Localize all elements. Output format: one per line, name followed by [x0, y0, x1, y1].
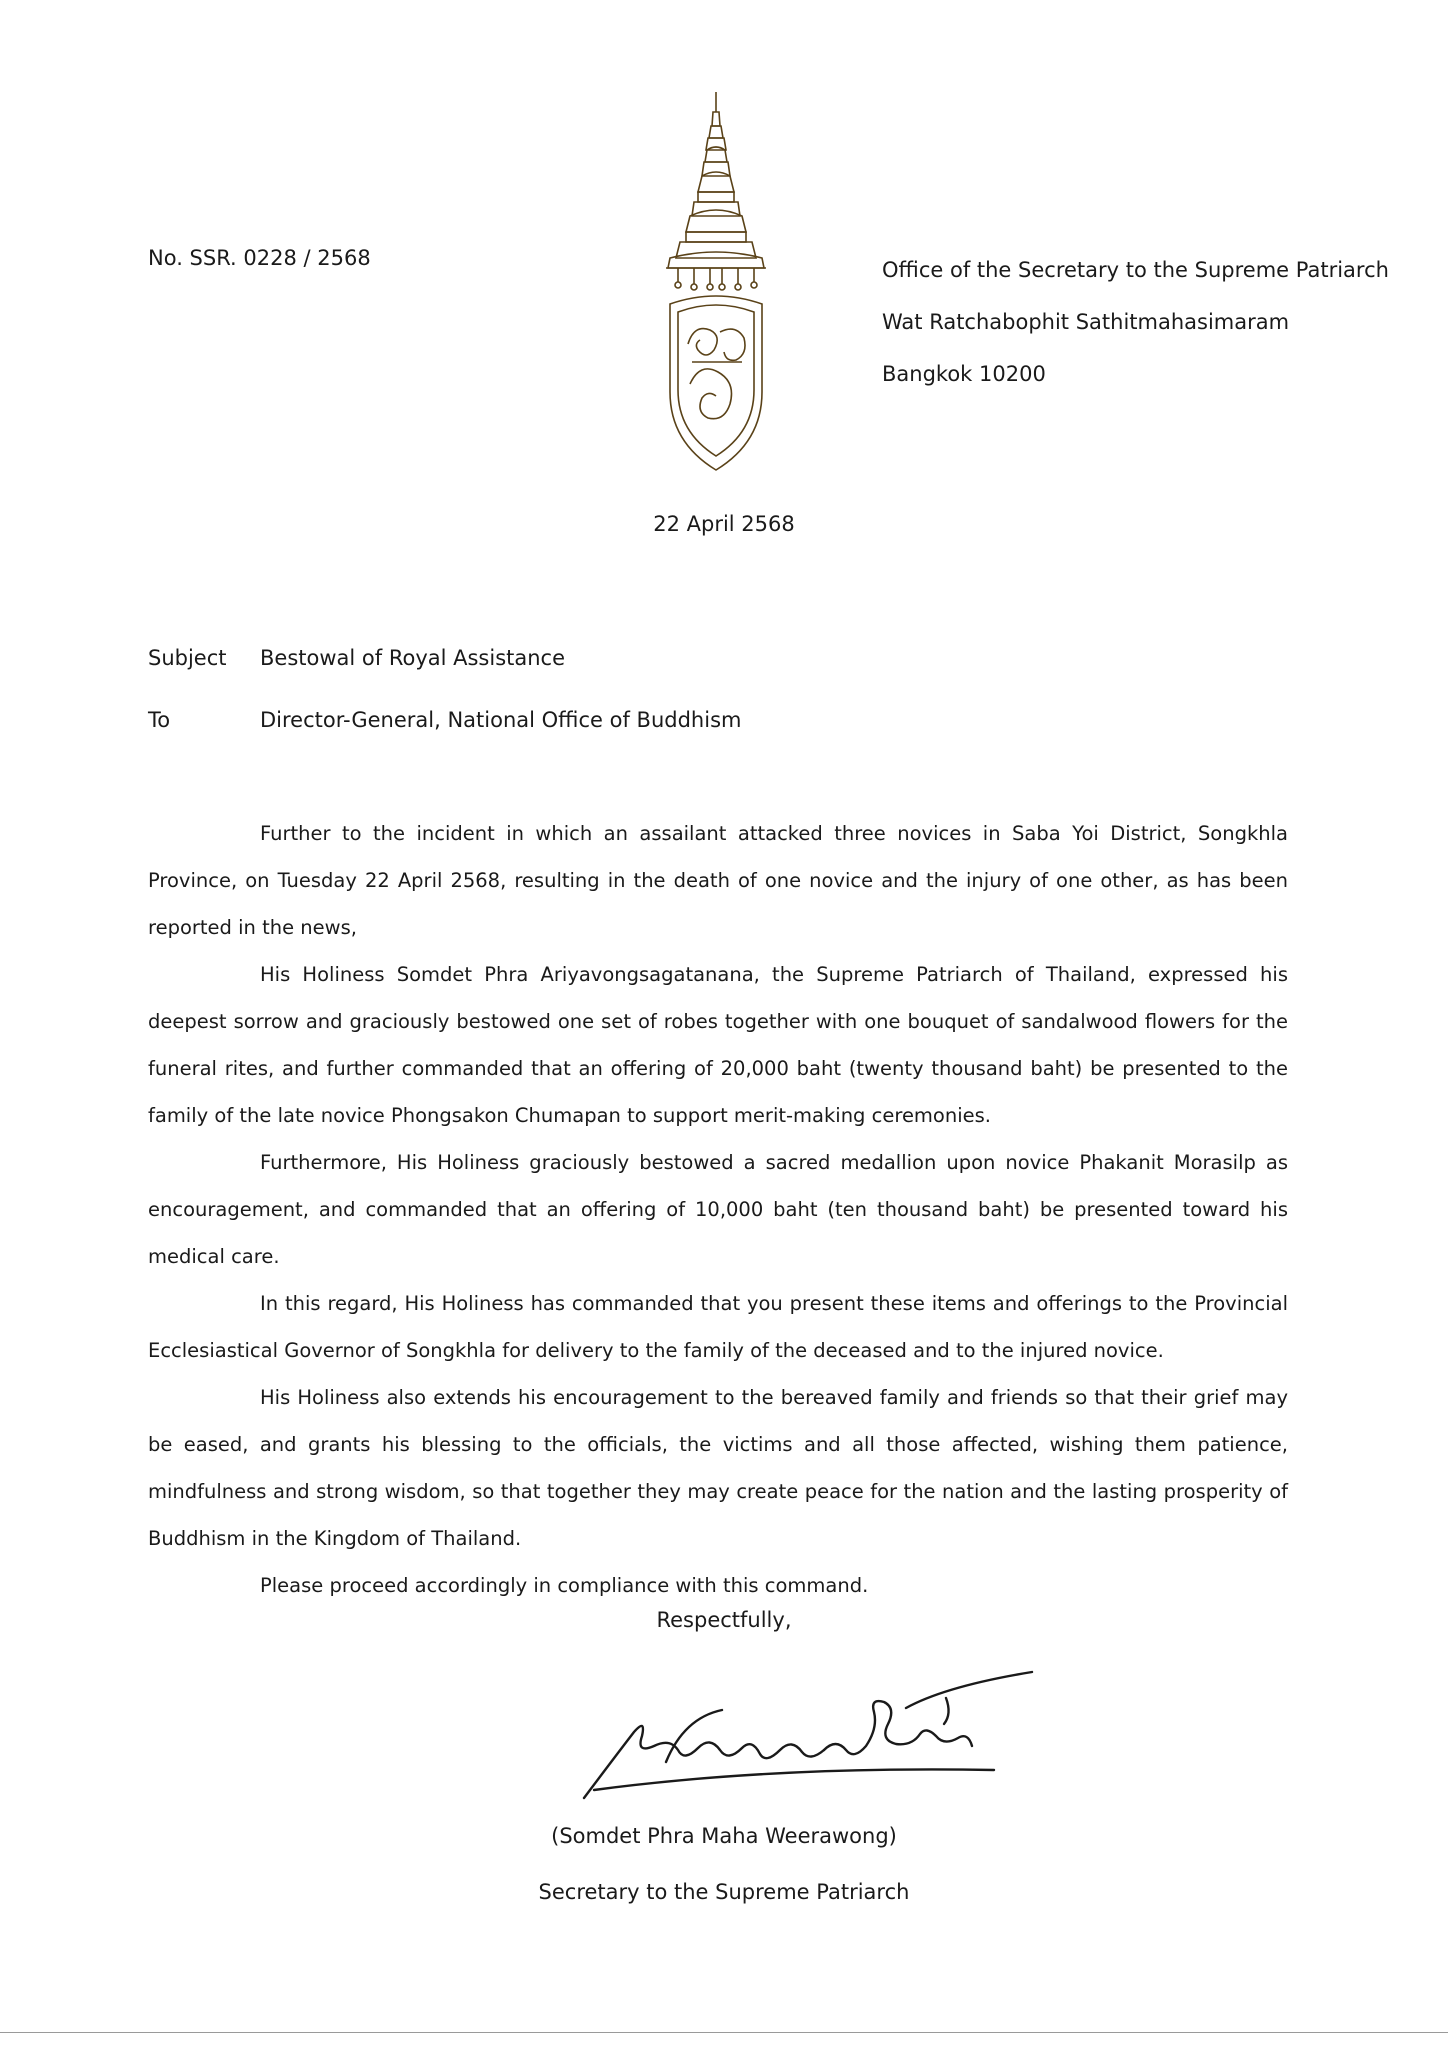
office-line: Bangkok 10200: [882, 362, 1046, 386]
body-paragraph: Further to the incident in which an assailant attacked three novices in Saba Yoi District, Songkhla Province, on Tuesday 22 April 2568, resulting in the death of one novice and the injury of one other, as has been reported in the news,: [148, 822, 1288, 939]
supreme-patriarch-emblem: [664, 92, 768, 472]
subject-row: [148, 646, 565, 670]
office-line: Wat Ratchabophit Sathitmahasimaram: [882, 310, 1290, 334]
signer-title: Secretary to the Supreme Patriarch: [538, 1880, 910, 1904]
office-line: Office of the Secretary to the Supreme Patriarch: [882, 258, 1389, 282]
letter-date: 22 April 2568: [653, 512, 795, 536]
recipient-row: [148, 708, 741, 732]
body-paragraph: His Holiness also extends his encouragement to the bereaved family and friends so that their grief may be eased, and grants his blessing to the officials, the victims and all those affected, wishing them patience, mindfulness and strong wisdom, so that together they may create peace for the nation and the lasting prosperity of Buddhism in the Kingdom of Thailand.: [148, 1386, 1288, 1550]
body-paragraph: His Holiness Somdet Phra Ariyavongsagatanana, the Supreme Patriarch of Thailand, expressed his deepest sorrow and graciously bestowed one set of robes together with one bouquet of sandalwood flowers for the funeral rites, and further commanded that an offering of 20,000 baht (twenty thousand baht) be presented to the family of the late novice Phongsakon Chumapan to support merit-making ceremonies.: [148, 963, 1288, 1127]
subject-label: Subject: [148, 646, 227, 670]
signer-name: (Somdet Phra Maha Weerawong): [551, 1824, 897, 1848]
office-address: [882, 244, 1389, 400]
handwritten-signature: [574, 1658, 1054, 1808]
reference-number: No. SSR. 0228 / 2568: [148, 246, 371, 270]
closing-salutation: Respectfully,: [656, 1608, 792, 1632]
letter-body: [148, 810, 1288, 1609]
body-paragraph: Furthermore, His Holiness graciously bestowed a sacred medallion upon novice Phakanit Morasilp as encouragement, and commanded that an offering of 10,000 baht (ten thousand baht) be presented toward his medical care.: [148, 1151, 1288, 1268]
recipient-text: Director-General, National Office of Buddhism: [260, 708, 742, 732]
body-paragraph: In this regard, His Holiness has commanded that you present these items and offerings to the Provincial Ecclesiastical Governor of Songkhla for delivery to the family of the deceased and to the injured novice.: [148, 1292, 1288, 1362]
page-bottom-rule: [0, 2032, 1448, 2033]
subject-text: Bestowal of Royal Assistance: [260, 646, 566, 670]
recipient-label: To: [148, 708, 171, 732]
body-paragraph: Please proceed accordingly in compliance with this command.: [260, 1574, 869, 1597]
